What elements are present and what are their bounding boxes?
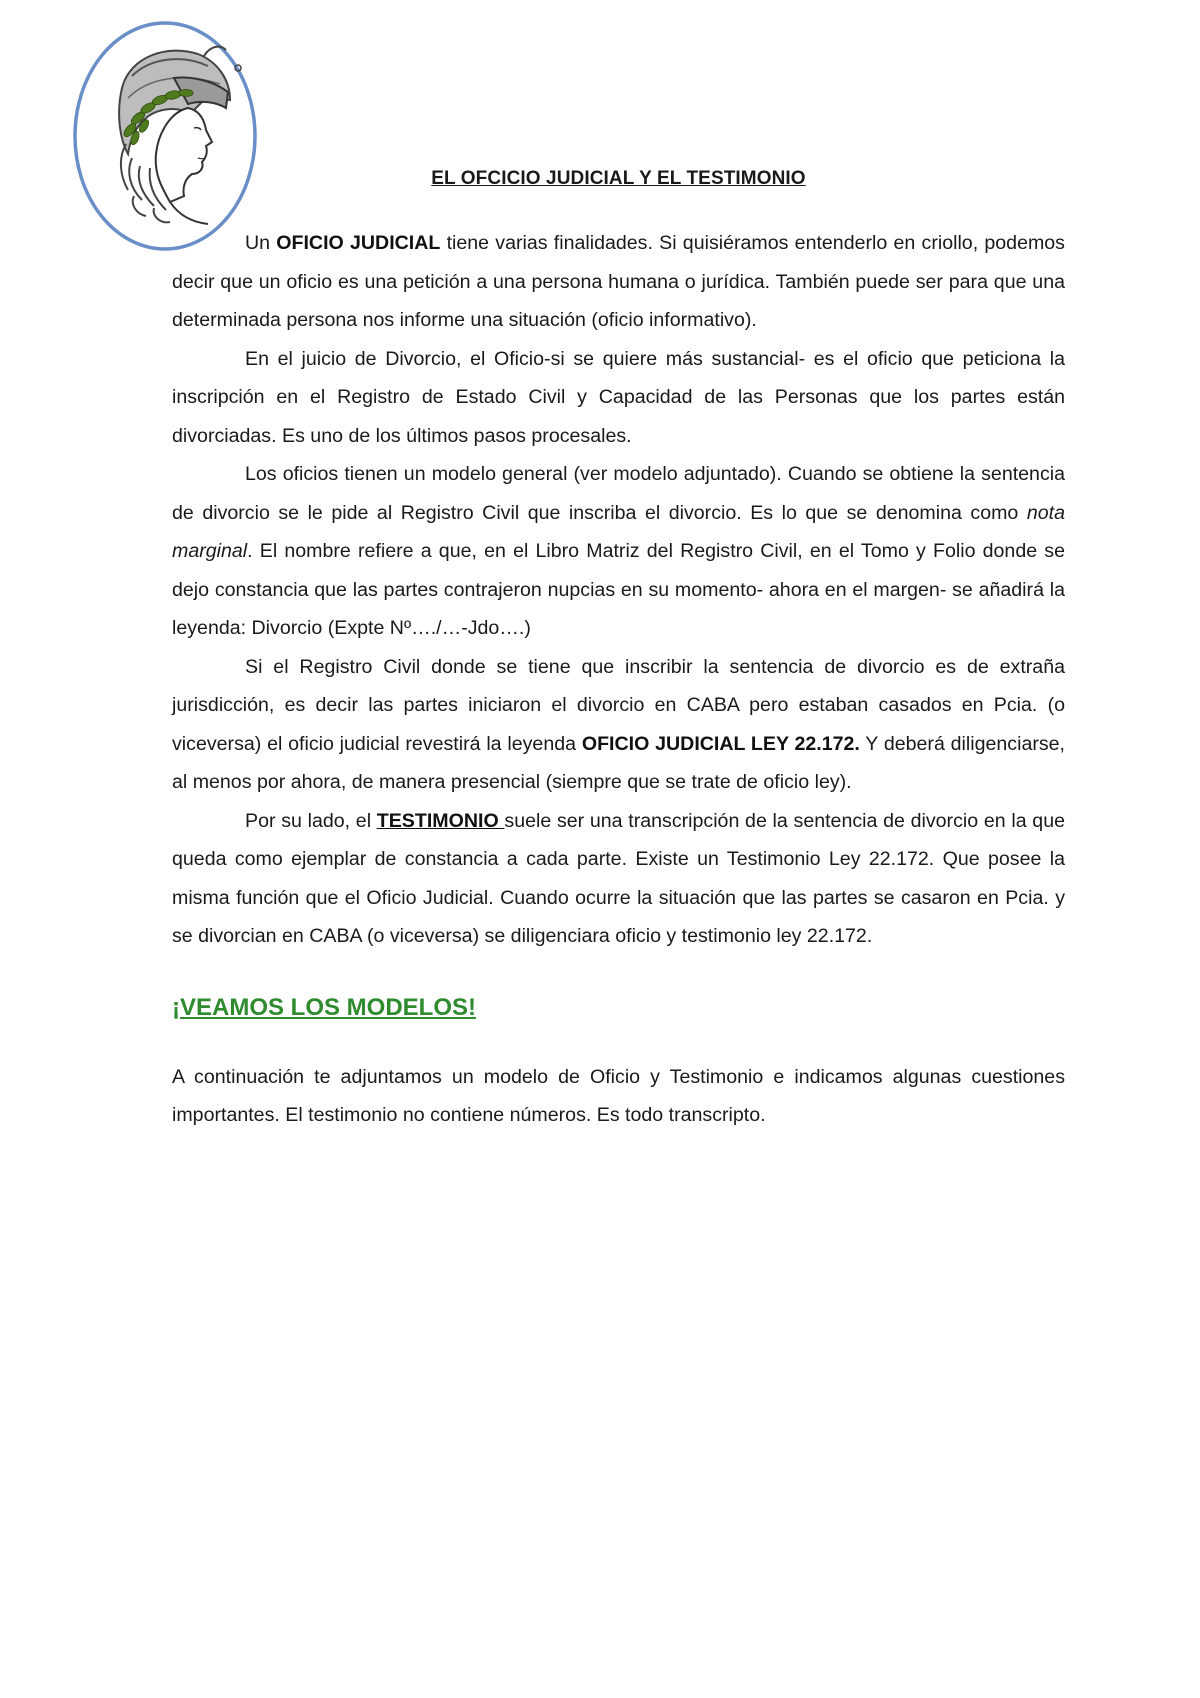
section-heading-modelos: ¡VEAMOS LOS MODELOS! (172, 993, 477, 1021)
paragraph-oficio-definition: Un OFICIO JUDICIAL tiene varias finalidades. Si quisiéramos entenderlo en criollo, podemos decir que un oficio es una petición a una persona humana o jurídica. También puede ser para que una determinada persona nos informe una situación (oficio informativo). (172, 232, 1065, 331)
document-title: EL OFCICIO JUDICIAL Y EL TESTIMONIO (431, 168, 806, 189)
bold-term-oficio-judicial: OFICIO JUDICIAL (276, 232, 441, 254)
paragraph-extrana-jurisdiccion: Si el Registro Civil donde se tiene que inscribir la sentencia de divorcio es de extraña jurisdicción, es decir las partes iniciaron el divorcio en CABA pero estaban casados en Pcia. (o viceversa) el oficio judicial revestirá la leyenda OFICIO JUDICIAL LEY 22.172. Y deberá diligenciarse, al menos por ahora, de manera presencial (siempre que se trate de oficio ley). (172, 655, 1065, 793)
bold-term-testimonio: TESTIMONIO (376, 809, 505, 832)
italic-term-nota-marginal: nota marginal (172, 501, 1065, 562)
bold-term-oficio-ley: OFICIO JUDICIAL LEY 22.172. (581, 732, 860, 755)
paragraph-modelo-general: Los oficios tienen un modelo general (ver modelo adjuntado). Cuando se obtiene la sentencia de divorcio se le pide al Registro Civil que inscriba el divorcio. Es lo que se denomina como nota marginal. El nombre refiere a que, en el Libro Matriz del Registro Civil, en el Tomo y Folio donde se dejo constancia que las partes contrajeron nupcias en su momento- ahora en el margen- se añadirá la leyenda: Divorcio (Expte Nº…./…-Jdo….) (172, 463, 1065, 639)
paragraph-testimonio: Por su lado, el TESTIMONIO suele ser una transcripción de la sentencia de divorcio en la que queda como ejemplar de constancia a cada parte. Existe un Testimonio Ley 22.172. Que posee la misma función que el Oficio Judicial. Cuando ocurre la situación que las partes se casaron en Pcia. y se divorcian en CABA (o viceversa) se diligenciara oficio y testimonio ley 22.172. (172, 809, 1065, 947)
paragraph-closing: A continuación te adjuntamos un modelo de Oficio y Testimonio e indicamos algunas cuestiones importantes. El testimonio no contiene números. Es todo transcripto. (172, 1065, 1065, 1126)
document-body (172, 168, 1065, 1135)
paragraph-divorcio: En el juicio de Divorcio, el Oficio-si se quiere más sustancial- es el oficio que peticiona la inscripción en el Registro de Estado Civil y Capacidad de las Personas que los partes están divorciadas. Es uno de los últimos pasos procesales. (172, 347, 1065, 447)
